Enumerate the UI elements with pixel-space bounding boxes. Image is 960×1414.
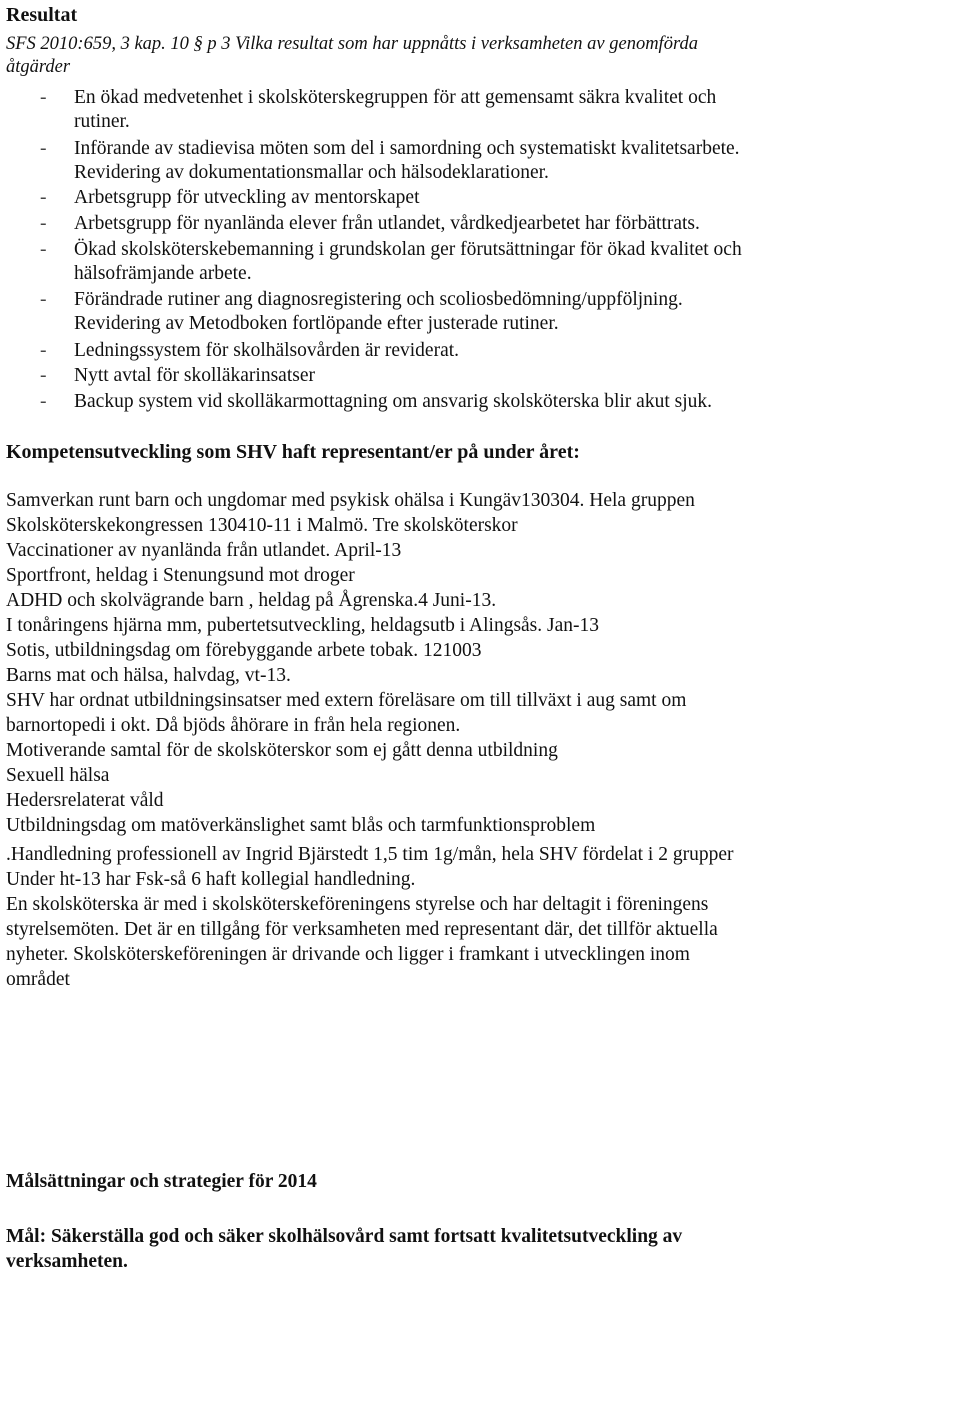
- list-item-line: Backup system vid skolläkarmottagning om ansvarig skolsköterska blir akut sjuk.: [74, 391, 712, 412]
- goal-line: Mål: Säkerställa god och säker skolhälsovård samt fortsatt kvalitetsutveckling av: [6, 1226, 683, 1247]
- body-line: Sotis, utbildningsdag om förebyggande arbete tobak. 121003: [6, 640, 482, 661]
- resultat-heading: Resultat: [6, 4, 78, 26]
- list-item-line: Förändrade rutiner ang diagnosregistering och scoliosbedömning/uppföljning.: [74, 289, 683, 310]
- list-item-line: rutiner.: [74, 111, 130, 132]
- bullet-dash: -: [40, 289, 47, 310]
- body-line: Motiverande samtal för de skolsköterskor som ej gått denna utbildning: [6, 740, 558, 761]
- body-line: I tonåringens hjärna mm, pubertetsutveckling, heldagsutb i Alingsås. Jan-13: [6, 615, 600, 636]
- body-line: En skolsköterska är med i skolsköterskeföreningens styrelse och har deltagit i föreningens: [6, 894, 709, 915]
- resultat-subtitle-line2: åtgärder: [6, 57, 71, 77]
- list-item-line: Införande av stadievisa möten som del i samordning och systematiskt kvalitetsarbete.: [74, 138, 740, 159]
- bullet-dash: -: [40, 340, 47, 361]
- body-line: Skolsköterskekongressen 130410-11 i Malmö. Tre skolsköterskor: [6, 515, 518, 536]
- kompetens-heading: Kompetensutveckling som SHV haft representant/er på under året:: [6, 441, 580, 463]
- list-item-line: Arbetsgrupp för utveckling av mentorskapet: [74, 187, 420, 208]
- body-line: Sportfront, heldag i Stenungsund mot droger: [6, 565, 355, 586]
- list-item-line: Arbetsgrupp för nyanlända elever från utlandet, vårdkedjearbetet har förbättrats.: [74, 213, 700, 234]
- resultat-subtitle-line1: SFS 2010:659, 3 kap. 10 § p 3 Vilka resultat som har uppnåtts i verksamheten av genomförda: [6, 34, 698, 54]
- bullet-dash: -: [40, 239, 47, 260]
- body-line: ADHD och skolvägrande barn , heldag på Ågrenska.4 Juni-13.: [6, 590, 497, 611]
- body-line: Under ht-13 har Fsk-så 6 haft kollegial handledning.: [6, 869, 416, 890]
- body-line: Barns mat och hälsa, halvdag, vt-13.: [6, 665, 291, 686]
- list-item-line: Ledningssystem för skolhälsovården är reviderat.: [74, 340, 460, 361]
- bullet-dash: -: [40, 138, 47, 159]
- body-line: Samverkan runt barn och ungdomar med psykisk ohälsa i Kungäv130304. Hela gruppen: [6, 490, 695, 511]
- body-line: Utbildningsdag om matöverkänslighet samt blås och tarmfunktionsproblem: [6, 815, 596, 836]
- malsattningar-heading: Målsättningar och strategier för 2014: [6, 1171, 317, 1192]
- bullet-dash: -: [40, 213, 47, 234]
- list-item-line: hälsofrämjande arbete.: [74, 263, 252, 284]
- goal-line: verksamheten.: [6, 1251, 128, 1272]
- body-line: Sexuell hälsa: [6, 765, 110, 786]
- list-item-line: Ökad skolsköterskebemanning i grundskolan ger förutsättningar för ökad kvalitet och: [74, 239, 742, 260]
- body-line: området: [6, 969, 70, 990]
- body-line: barnortopedi i okt. Då bjöds åhörare in från hela regionen.: [6, 715, 461, 736]
- list-item-line: Nytt avtal för skolläkarinsatser: [74, 365, 315, 386]
- list-item-line: Revidering av Metodboken fortlöpande efter justerade rutiner.: [74, 313, 559, 334]
- body-line: SHV har ordnat utbildningsinsatser med extern föreläsare om till tillväxt i aug samt om: [6, 690, 687, 711]
- bullet-dash: -: [40, 187, 47, 208]
- list-item-line: Revidering av dokumentationsmallar och hälsodeklarationer.: [74, 162, 549, 183]
- body-line: Hedersrelaterat våld: [6, 790, 164, 811]
- list-item-line: En ökad medvetenhet i skolsköterskegruppen för att gemensamt säkra kvalitet och: [74, 87, 717, 108]
- body-line: nyheter. Skolsköterskeföreningen är drivande och ligger i framkant i utvecklingen inom: [6, 944, 690, 965]
- body-line: .Handledning professionell av Ingrid Bjärstedt 1,5 tim 1g/mån, hela SHV fördelat i 2 grupper: [6, 844, 734, 865]
- body-line: Vaccinationer av nyanlända från utlandet. April-13: [6, 540, 402, 561]
- bullet-dash: -: [40, 87, 47, 108]
- bullet-dash: -: [40, 391, 47, 412]
- body-line: styrelsemöten. Det är en tillgång för verksamheten med representant där, det tillför aktuella: [6, 919, 718, 940]
- bullet-dash: -: [40, 365, 47, 386]
